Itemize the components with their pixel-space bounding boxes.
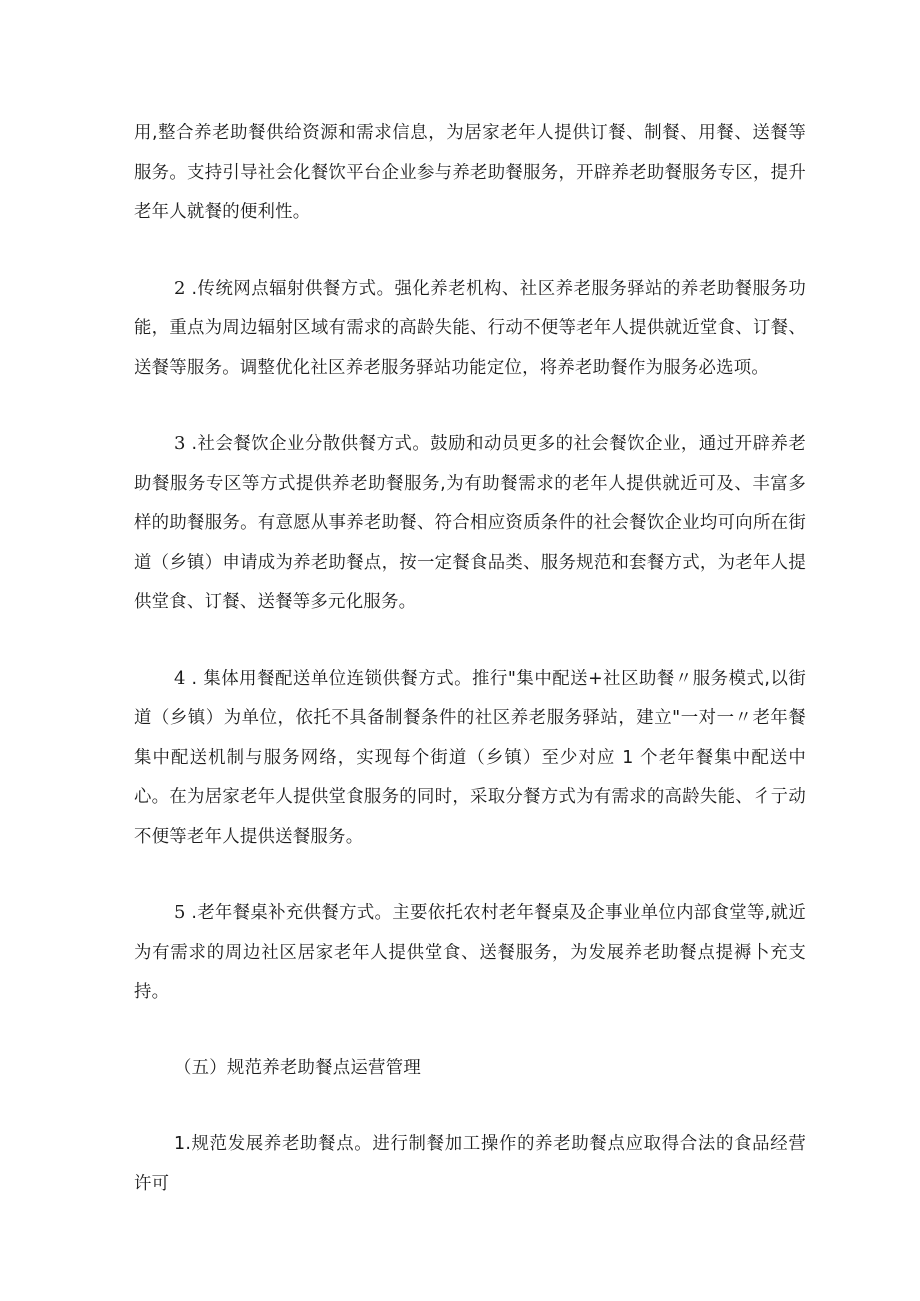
paragraph-item-3 <box>134 424 806 623</box>
item-number: 5 <box>174 902 186 923</box>
item-number: 3 <box>174 433 186 454</box>
paragraph-item-5 <box>134 893 806 1013</box>
paragraph-text: 用,整合养老助餐供给资源和需求信息，为居家老年人提供订餐、制餐、用餐、送餐等服务。支持引导社会化餐饮平台企业参与养老助餐服务，开辟养老助餐服务专区，提升老年人就餐的便利性。 <box>134 123 806 222</box>
paragraph-text: 1.规范发展养老助餐点。进行制餐加工操作的养老助餐点应取得合法的食品经营许可 <box>134 1134 806 1194</box>
paragraph-text: . 集体用餐配送单位连锁供餐方式。推行"集中配送+社区助餐〃服务模式,以街道（乡镇）为单位，依托不具备制餐条件的社区养老服务驿站，建立"一对一〃老年餐集中配送机制与服务网络，实现每个街道（乡镇）至少对应 1 个老年餐集中配送中心。在为居家老年人提供堂食服务的同时，采取分餐方式为有需求的高龄失能、彳亍动不便等老年人提供送餐服务。 <box>134 668 806 847</box>
paragraph-item-2 <box>134 269 806 389</box>
item-number: 2 <box>174 277 186 299</box>
paragraph-text: .老年餐桌补充供餐方式。主要依托农村老年餐桌及企事业单位内部食堂等,就近为有需求的周边社区居家老年人提供堂食、送餐服务，为发展养老助餐点提褥卜充支持。 <box>134 903 806 1002</box>
paragraph-item-4 <box>134 659 806 858</box>
paragraph-continuation <box>134 114 806 233</box>
paragraph-text: .社会餐饮企业分散供餐方式。鼓励和动员更多的社会餐饮企业，通过开辟养老助餐服务专区等方式提供养老助餐服务,为有助餐需求的老年人提供就近可及、丰富多样的助餐服务。有意愿从事养老助餐、符合相应资质条件的社会餐饮企业均可向所在街道（乡镇）申请成为养老助餐点，按一定餐食品类、服务规范和套餐方式，为老年人提供堂食、订餐、送餐等多元化服务。 <box>134 434 806 612</box>
paragraph-text: .传统网点辐射供餐方式。强化养老机构、社区养老服务驿站的养老助餐服务功能，重点为周边辐射区域有需求的高龄失能、行动不便等老年人提供就近堂食、订餐、送餐等服务。调整优化社区养老服务驿站功能定位，将养老助餐作为服务必选项。 <box>134 278 806 378</box>
document-body <box>134 114 806 1204</box>
item-number: 4 <box>174 667 186 689</box>
section-heading: （五）规范养老助餐点运营管理 <box>174 1057 421 1078</box>
paragraph-final <box>134 1125 806 1204</box>
